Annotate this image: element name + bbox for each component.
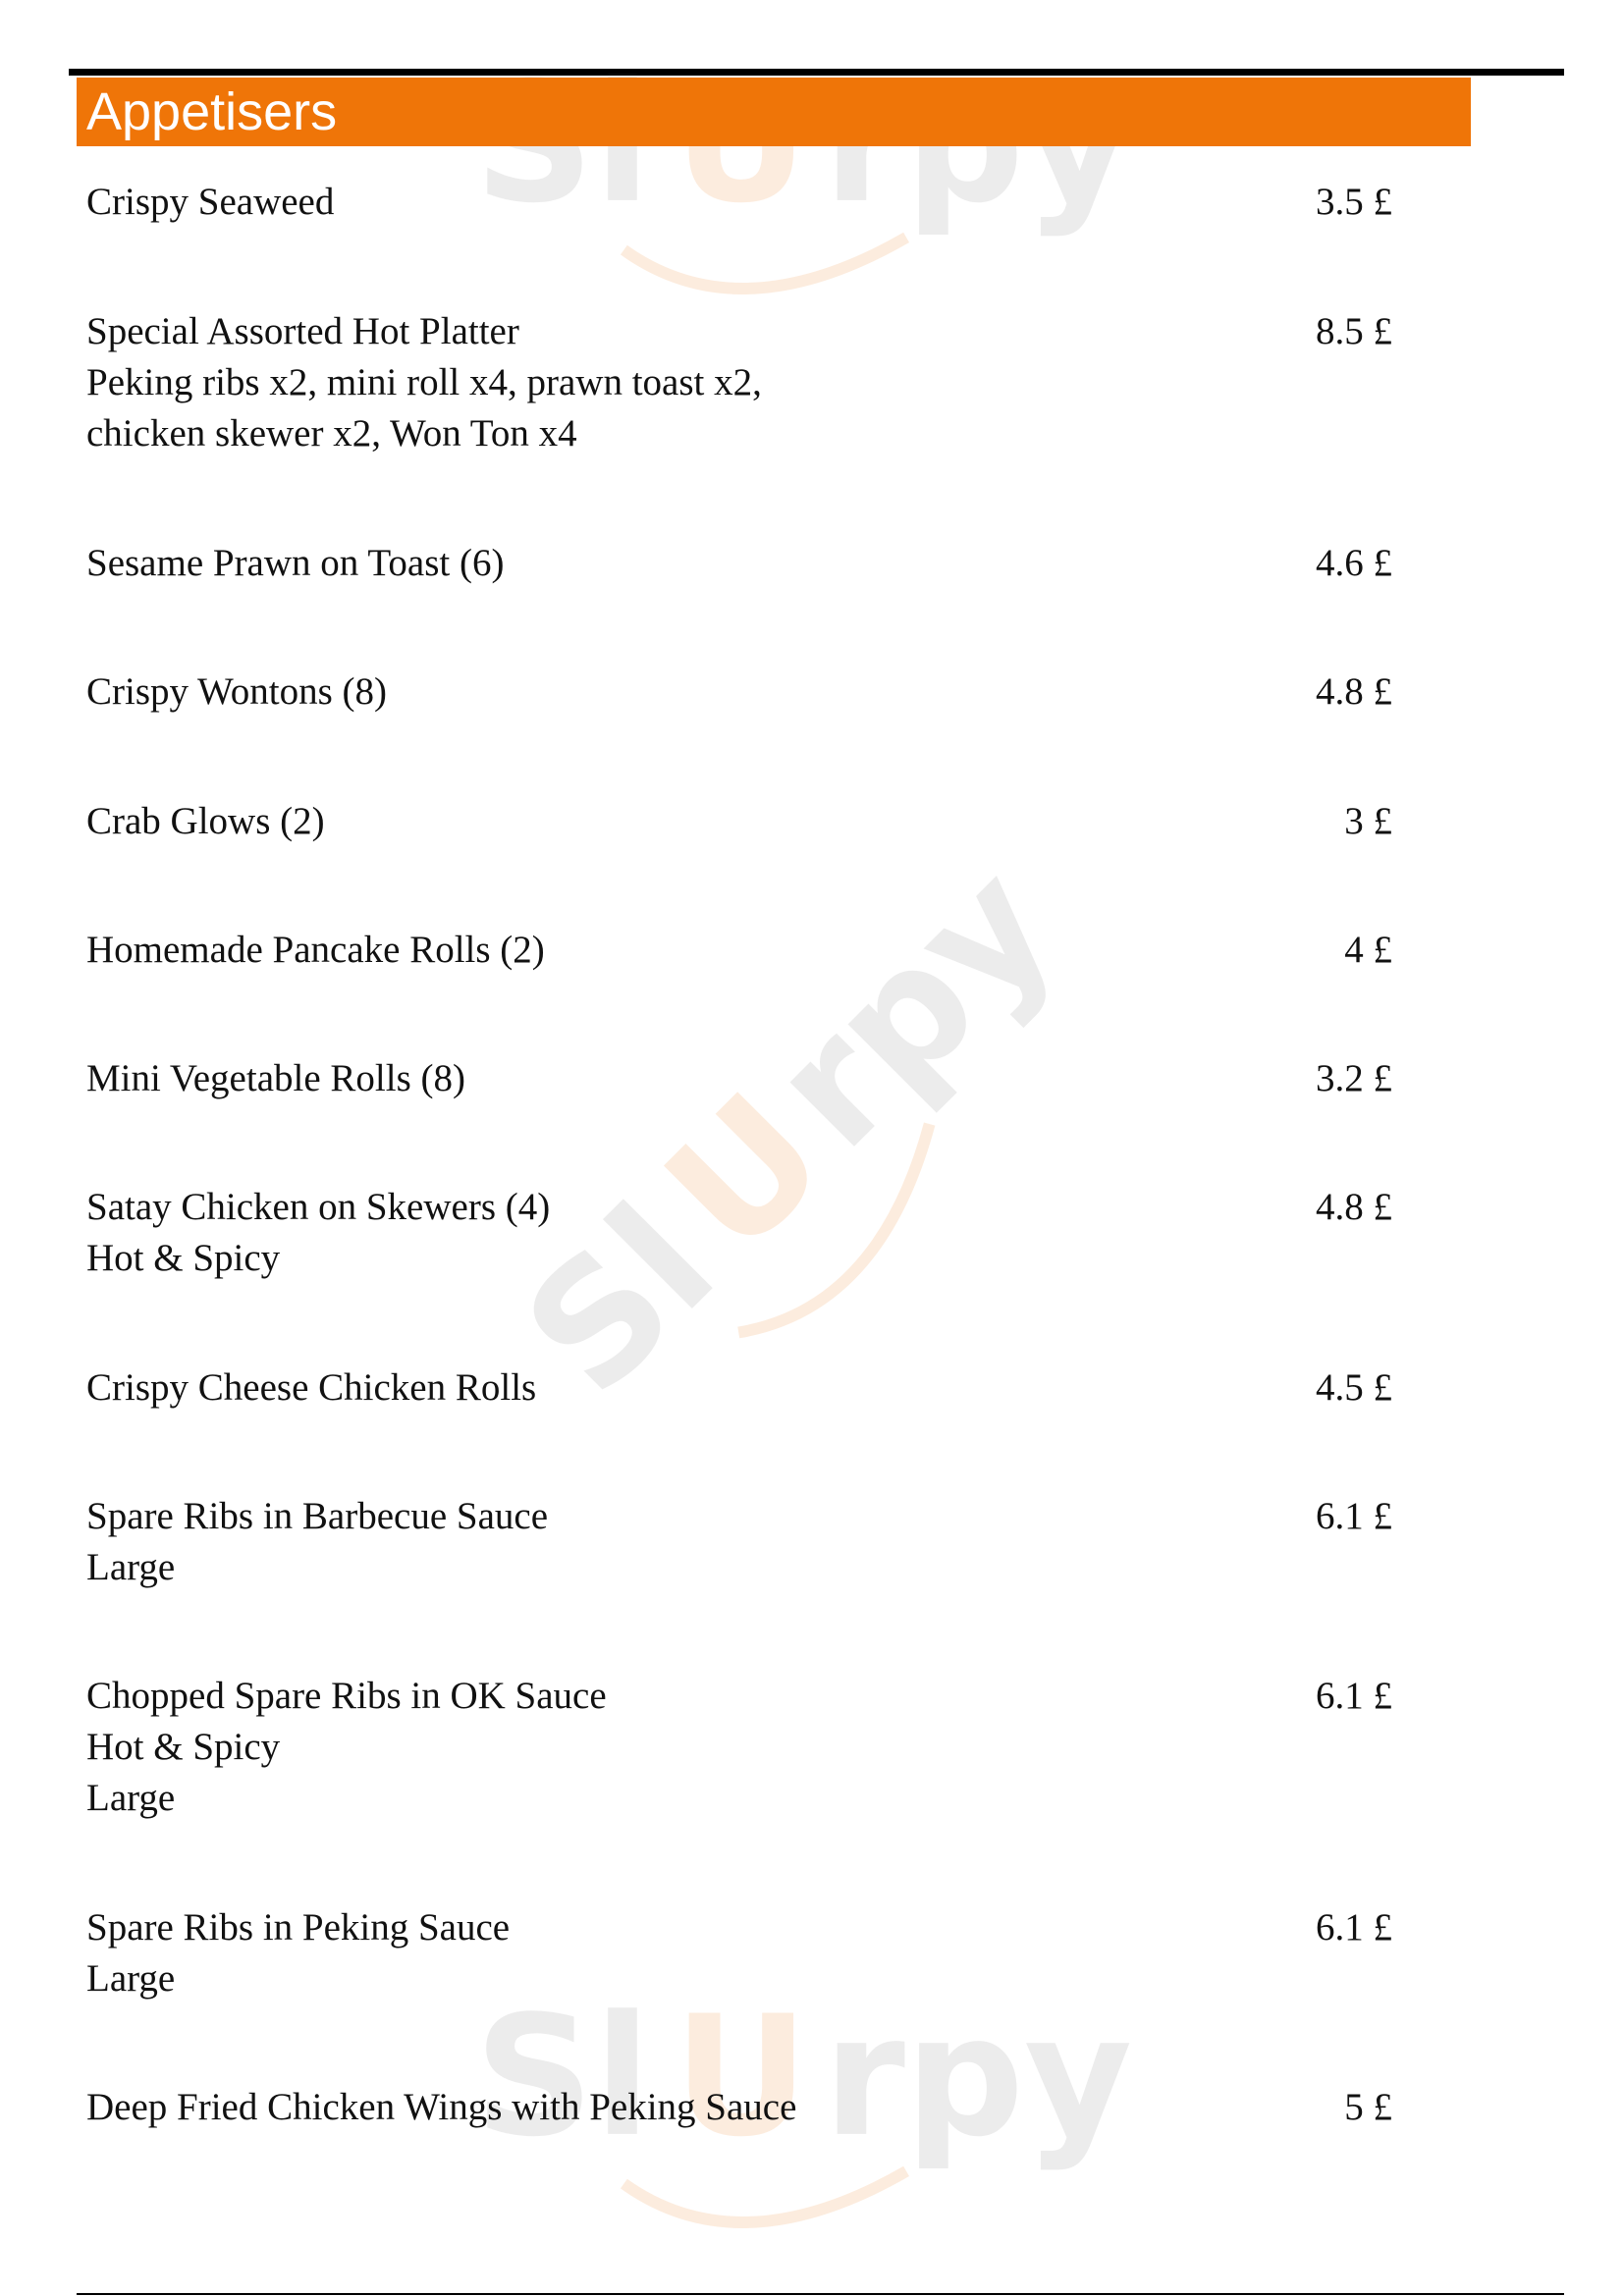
- menu-item: [86, 306, 1392, 459]
- item-description: Large: [86, 1777, 176, 1819]
- item-name: Satay Chicken on Skewers (4): [86, 1186, 551, 1228]
- item-price: 4.8 £: [1316, 670, 1392, 713]
- menu-item: [86, 1671, 1392, 1824]
- menu-item: [86, 1491, 1392, 1593]
- svg-text:Sl: Sl: [488, 1169, 751, 1431]
- menu-item: [86, 667, 1392, 718]
- item-price: 3.5 £: [1316, 181, 1392, 223]
- item-price: 4 £: [1344, 929, 1392, 971]
- item-name: Mini Vegetable Rolls (8): [86, 1057, 465, 1099]
- section-title: Appetisers: [86, 82, 338, 141]
- item-name: Spare Ribs in Peking Sauce: [86, 1906, 511, 1949]
- item-price: 4.6 £: [1316, 542, 1392, 584]
- menu-item: [86, 925, 1392, 976]
- menu-item: [86, 1362, 1392, 1414]
- item-description: Peking ribs x2, mini roll x4, prawn toast x2,: [86, 361, 762, 403]
- item-price: 6.1 £: [1316, 1906, 1392, 1949]
- item-description: Large: [86, 1957, 176, 2000]
- item-description: Large: [86, 1546, 176, 1588]
- menu-item: [86, 1182, 1392, 1284]
- svg-text:rpy: rpy: [823, 1979, 1133, 2173]
- menu-item: [86, 2082, 1392, 2133]
- item-description: chicken skewer x2, Won Ton x4: [86, 412, 577, 454]
- item-description: Hot & Spicy: [86, 1726, 281, 1768]
- item-price: 4.5 £: [1316, 1366, 1392, 1409]
- bottom-rule: [77, 2293, 1564, 2295]
- item-name: Homemade Pancake Rolls (2): [86, 929, 545, 971]
- top-rule: [69, 69, 1564, 76]
- item-name: Chopped Spare Ribs in OK Sauce: [86, 1675, 607, 1717]
- svg-text:U: U: [629, 1057, 862, 1290]
- item-price: 4.8 £: [1316, 1186, 1392, 1228]
- item-description: Hot & Spicy: [86, 1237, 281, 1279]
- item-price: 8.5 £: [1316, 310, 1392, 352]
- item-price: 6.1 £: [1316, 1495, 1392, 1537]
- item-name: Special Assorted Hot Platter: [86, 310, 519, 352]
- item-price: 3.2 £: [1316, 1057, 1392, 1099]
- item-name: Crispy Cheese Chicken Rolls: [86, 1366, 537, 1409]
- item-name: Crispy Wontons (8): [86, 670, 387, 713]
- menu-item: [86, 538, 1392, 589]
- item-name: Crispy Seaweed: [86, 181, 335, 223]
- item-name: Crab Glows (2): [86, 800, 325, 842]
- item-name: Deep Fried Chicken Wings with Peking Sauce: [86, 2086, 797, 2128]
- item-price: 5 £: [1344, 2086, 1392, 2128]
- svg-text:rpy: rpy: [734, 828, 1091, 1185]
- item-price: 3 £: [1344, 800, 1392, 842]
- menu-item: [86, 1053, 1392, 1104]
- svg-text:U: U: [674, 1979, 809, 2173]
- menu-item: [86, 1902, 1392, 2004]
- item-name: Sesame Prawn on Toast (6): [86, 542, 505, 584]
- menu-item: [86, 796, 1392, 847]
- svg-text:Sl: Sl: [474, 1979, 651, 2173]
- section-header: [77, 78, 1471, 146]
- item-price: 6.1 £: [1316, 1675, 1392, 1717]
- item-name: Spare Ribs in Barbecue Sauce: [86, 1495, 549, 1537]
- menu-item: [86, 177, 1392, 228]
